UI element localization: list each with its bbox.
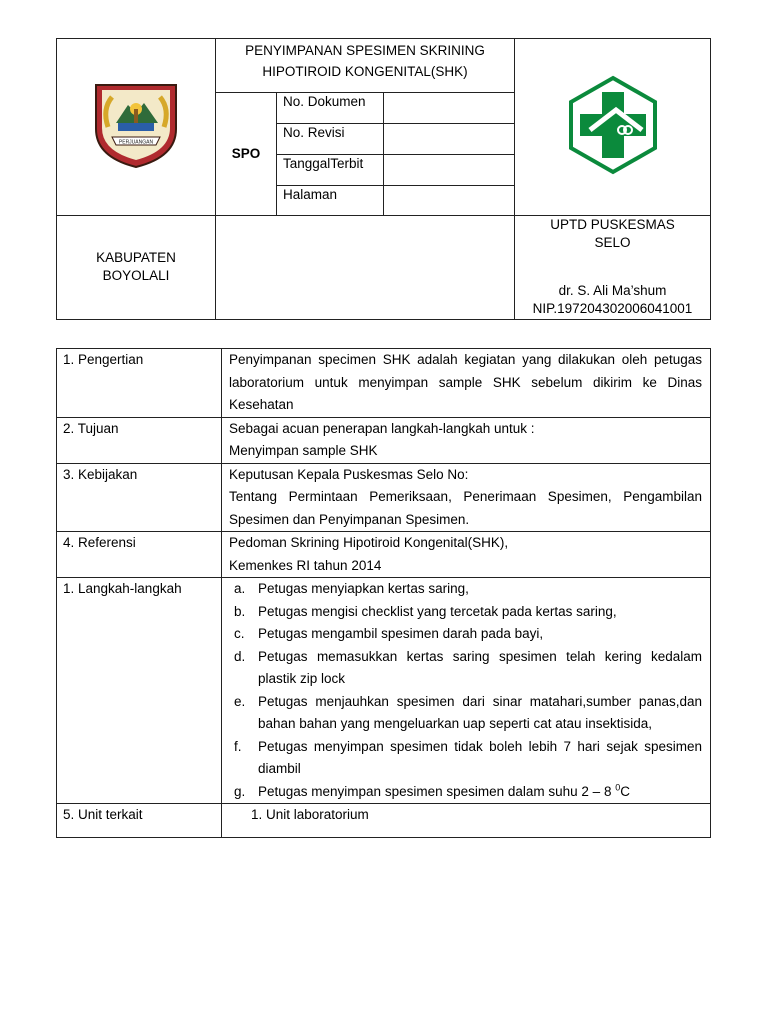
kebijakan-line-1: Keputusan Kepala Puskesmas Selo No: (229, 466, 469, 482)
emblem-motto: PERJUANGAN (118, 139, 154, 146)
document-title (216, 39, 515, 93)
referensi-line-2: Kemenkes RI tahun 2014 (229, 557, 382, 573)
org-cell (515, 215, 711, 319)
tujuan-line-1: Sebagai acuan penerapan langkah-langkah untuk : (229, 420, 535, 436)
region-line-1: KABUPATEN (96, 250, 176, 266)
region-cell (57, 215, 216, 319)
temperature-unit: C (620, 783, 630, 799)
list-item: c. Petugas mengambil spesimen darah pada bayi, (234, 626, 544, 641)
procedure-table (56, 348, 711, 838)
row-tujuan (57, 417, 711, 463)
header-table (56, 38, 711, 320)
list-item: b. Petugas mengisi checklist yang tercetak pada kertas saring, (234, 603, 617, 619)
doc-field-tanggal: TanggalTerbit (277, 155, 384, 185)
text-kebijakan (222, 463, 711, 532)
label-referensi: 4. Referensi (57, 532, 222, 578)
kebijakan-line-2: Tentang Permintaan Pemeriksaan, Penerimaan Spesimen, Pengambilan Spesimen dan Penyimpanan Spesimen. (229, 489, 702, 527)
region-line-2: BOYOLALI (102, 268, 170, 284)
label-kebijakan: 3. Kebijakan (57, 463, 222, 532)
text-referensi (222, 532, 711, 578)
row-kebijakan (57, 463, 711, 532)
doc-field-halaman: Halaman (277, 185, 384, 215)
puskesmas-logo-icon (562, 74, 664, 176)
row-unit (57, 804, 711, 838)
list-item: e. Petugas menjauhkan spesimen dari sinar matahari,sumber panas,dan bahan bahan yang mengeluarkan uap seperti cat atau insektisida, (234, 693, 702, 731)
doc-value-revisi (384, 124, 515, 155)
doc-value-tanggal (384, 155, 515, 185)
label-langkah: 1. Langkah-langkah (57, 578, 222, 804)
unit-item: 1. Unit laboratorium (251, 807, 369, 822)
text-tujuan (222, 417, 711, 463)
label-unit: 5. Unit terkait (57, 804, 222, 838)
kabupaten-emblem-icon (90, 79, 182, 171)
doc-value-nomor (384, 93, 515, 124)
right-logo-cell (515, 39, 711, 216)
signer-name: dr. S. Ali Ma’shum (558, 282, 667, 298)
title-line-1: PENYIMPANAN SPESIMEN SKRINING (245, 43, 485, 58)
title-line-2: HIPOTIROID KONGENITAL(SHK) (262, 64, 468, 79)
steps-list (222, 578, 710, 803)
left-logo-cell (57, 39, 216, 216)
org-line-1: UPTD PUSKESMAS (550, 216, 675, 232)
org-line-2: SELO (594, 234, 631, 250)
doc-field-revisi: No. Revisi (277, 124, 384, 155)
doc-value-halaman (384, 185, 515, 215)
signer-nip: NIP.197204302006041001 (532, 300, 693, 316)
row-pengertian (57, 349, 711, 418)
row-langkah (57, 578, 711, 804)
text-unit (222, 804, 711, 838)
list-item: f. Petugas menyimpan spesimen tidak boleh lebih 7 hari sejak spesimen diambil (234, 738, 702, 776)
blank-middle-cell (216, 215, 515, 319)
referensi-line-1: Pedoman Skrining Hipotiroid Kongenital(SHK), (229, 535, 509, 550)
label-tujuan: 2. Tujuan (57, 417, 222, 463)
list-item: g. Petugas menyimpan spesimen spesimen dalam suhu 2 – 8 $^0$C (234, 782, 630, 799)
text-pengertian: Penyimpanan specimen SHK adalah kegiatan yang dilakukan oleh petugas laboratorium untuk menyimpan sample SHK sebelum dikirim ke Dinas Kesehatan (222, 349, 711, 418)
doc-field-nomor: No. Dokumen (277, 93, 384, 124)
row-referensi (57, 532, 711, 578)
temperature-degree: 0 (615, 782, 621, 792)
spo-label: SPO (216, 93, 277, 215)
list-item: d. Petugas memasukkan kertas saring spesimen telah kering kedalam plastik zip lock (234, 648, 702, 686)
list-item: a. Petugas menyiapkan kertas saring, (234, 581, 469, 596)
tujuan-line-2: Menyimpan sample SHK (229, 443, 378, 458)
label-pengertian: 1. Pengertian (57, 349, 222, 418)
steps-cell (222, 578, 711, 804)
